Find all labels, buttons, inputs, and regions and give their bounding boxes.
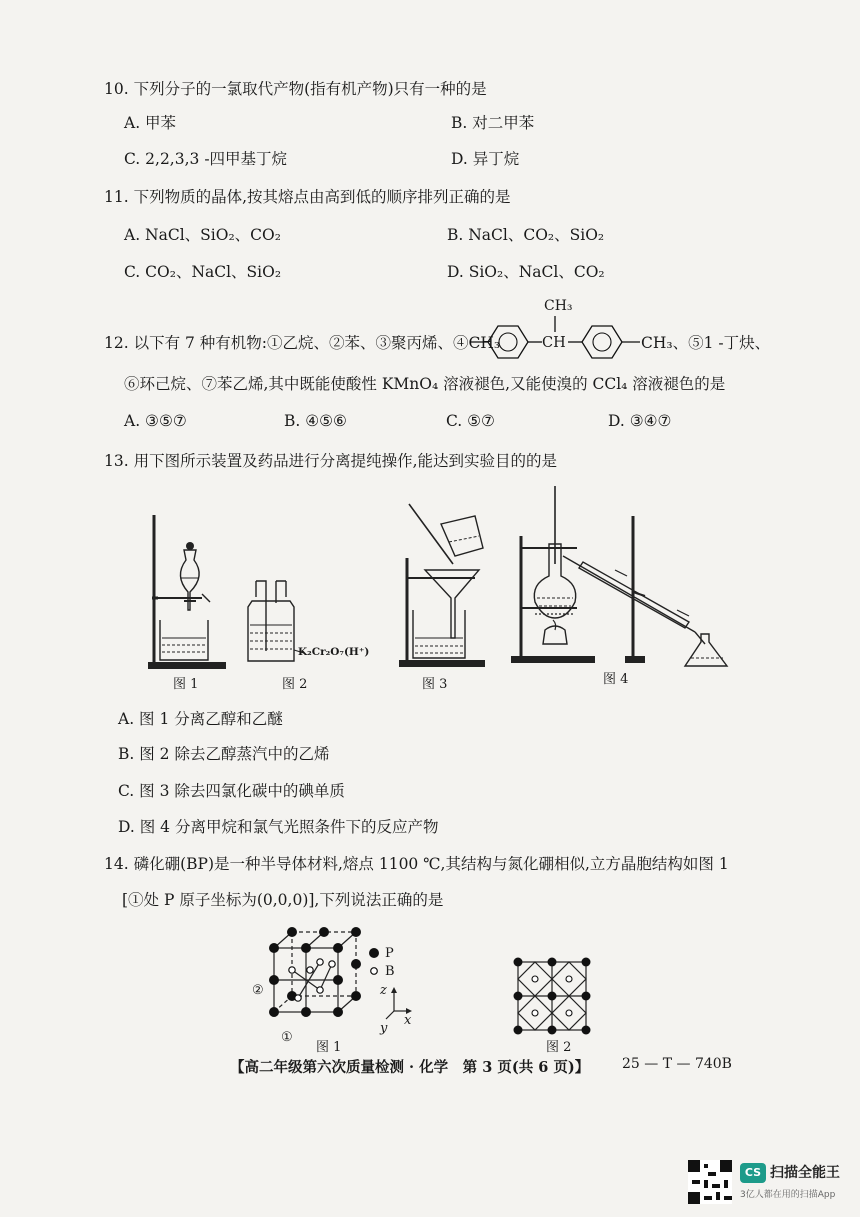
q13-figure-3-filtration: [393, 498, 503, 670]
q14-legend-b: B: [385, 964, 395, 979]
q14-axis-x: x: [404, 1013, 412, 1028]
q10-option-a: A. 甲苯: [124, 114, 177, 132]
q14-stem-line1: 14. 磷化硼(BP)是一种半导体材料,熔点 1100 ℃,其结构与氮化硼相似,立方晶胞结构如图 1: [104, 855, 729, 873]
q12-methyl-label: CH₃: [544, 298, 573, 314]
q14-legend-p: P: [385, 946, 394, 961]
q10-option-c: C. 2,2,3,3 -四甲基丁烷: [124, 150, 288, 168]
q12-stem-start: 12. 以下有 7 种有机物:①乙烷、②苯、③聚丙烯、④CH₃: [104, 334, 501, 352]
paper-code: 25 — T — 740B: [622, 1056, 732, 1072]
cs-scanner-logo: CS: [740, 1163, 766, 1183]
q12-option-d: D. ③④⑦: [608, 412, 672, 430]
qr-code-icon: [688, 1160, 732, 1204]
q13-fig4-caption: 图 4: [603, 672, 629, 687]
q13-figure-4-distillation: [505, 484, 737, 670]
q13-option-d: D. 图 4 分离甲烷和氯气光照条件下的反应产物: [118, 818, 439, 836]
q13-option-a: A. 图 1 分离乙醇和乙醚: [118, 710, 283, 728]
q14-figure-1-unit-cell: [262, 926, 370, 1026]
q10-option-d: D. 异丁烷: [451, 150, 520, 168]
q14-marker-2: ②: [252, 983, 264, 998]
q13-reagent-label: K₂Cr₂O₇(H⁺): [298, 646, 370, 658]
q14-fig1-caption: 图 1: [316, 1040, 342, 1055]
q13-option-b: B. 图 2 除去乙醇蒸汽中的乙烯: [118, 745, 330, 763]
q12-stem-line2: ⑥环己烷、⑦苯乙烯,其中既能使酸性 KMnO₄ 溶液褪色,又能使溴的 CCl₄ 溶液褪色的是: [124, 375, 726, 393]
q13-fig3-caption: 图 3: [422, 677, 448, 692]
q10-option-b: B. 对二甲苯: [451, 114, 535, 132]
q12-stem-end: CH₃、⑤1 -丁炔、: [641, 334, 771, 352]
q13-option-c: C. 图 3 除去四氯化碳中的碘单质: [118, 782, 345, 800]
q11-stem: 11. 下列物质的晶体,按其熔点由高到低的顺序排列正确的是: [104, 188, 511, 206]
q10-stem: 10. 下列分子的一氯取代产物(指有机产物)只有一种的是: [104, 80, 487, 98]
q14-axis-y: y: [380, 1021, 388, 1036]
q14-stem-line2: [①处 P 原子坐标为(0,0,0)],下列说法正确的是: [122, 891, 444, 909]
cs-scanner-name: 扫描全能王: [770, 1165, 840, 1181]
q12-ch-label: CH: [542, 335, 566, 351]
q13-fig2-caption: 图 2: [282, 677, 308, 692]
q14-marker-1: ①: [281, 1030, 293, 1045]
q12-option-b: B. ④⑤⑥: [284, 412, 347, 430]
q13-figure-1-separatory-funnel: [140, 510, 230, 670]
q11-option-a: A. NaCl、SiO₂、CO₂: [124, 226, 281, 244]
q11-option-b: B. NaCl、CO₂、SiO₂: [447, 226, 605, 244]
page-footer: 【高二年级第六次质量检测 · 化学 第 3 页(共 6 页)】: [230, 1059, 590, 1076]
q14-figure-2-projection: [512, 956, 592, 1036]
q12-option-a: A. ③⑤⑦: [124, 412, 187, 430]
q14-fig2-caption: 图 2: [546, 1040, 572, 1055]
q13-stem: 13. 用下图所示装置及药品进行分离提纯操作,能达到实验目的的是: [104, 452, 558, 470]
q14-legend-markers: [368, 947, 380, 977]
cs-scanner-tagline: 3亿人都在用的扫描App: [740, 1190, 836, 1200]
q13-fig1-caption: 图 1: [173, 677, 199, 692]
q11-option-c: C. CO₂、NaCl、SiO₂: [124, 263, 282, 281]
q14-axis-z: z: [380, 983, 387, 998]
q11-option-d: D. SiO₂、NaCl、CO₂: [447, 263, 605, 281]
q12-option-c: C. ⑤⑦: [446, 412, 495, 430]
